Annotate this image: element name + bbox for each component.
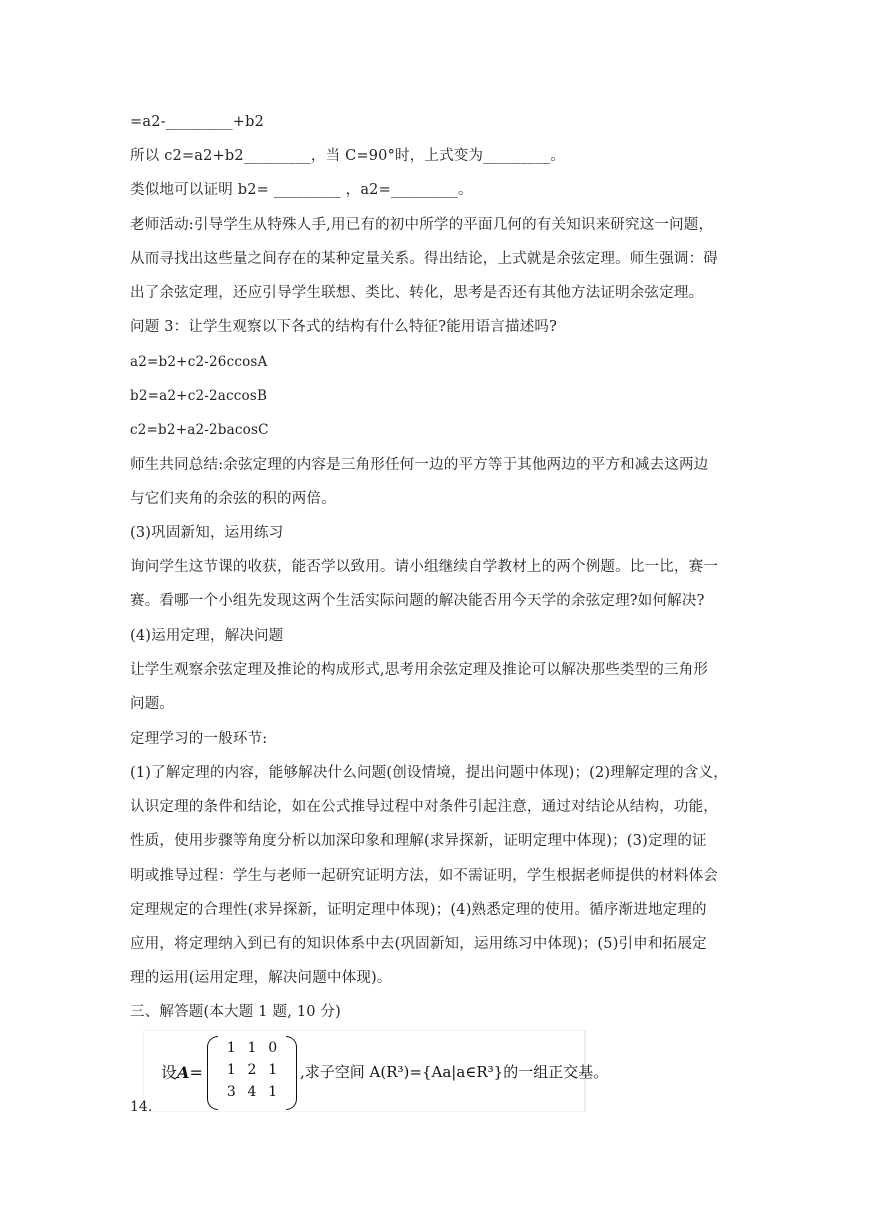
matrix-cell: 1 [247,1040,257,1056]
formula-line-c2: c2=b2+a2-2bacosC [130,422,269,438]
text-line-18: 问题。 [130,696,175,712]
text-line-2: 所以 c2=a2+b2_________，当 C=90°时，上式变为_________。 [130,148,565,164]
matrix-cell: 1 [268,1084,278,1100]
text-line-12: 与它们夹角的余弦的积的两倍。 [130,491,336,507]
problem-number: 14. [130,1099,153,1115]
problem-suffix: ,求子空间 A(R³)={Aa|a∈R³}的一组正交基。 [300,1063,609,1081]
text-line-1: =a2-_________+b2 [130,114,265,130]
formula-line-b2: b2=a2+c2-2accosB [130,388,268,404]
matrix-cell: 2 [247,1062,257,1078]
section-heading-4: (4)运用定理，解决问题 [130,628,284,644]
matrix-a [207,1036,297,1108]
matrix-cell: 4 [247,1084,257,1100]
matrix-cell: 3 [226,1084,236,1100]
section-heading-3: (3)巩固新知，运用练习 [130,525,284,541]
text-line-21: 认识定理的条件和结论，如在公式推导过程中对条件引起注意，通过对结论从结构，功能， [130,799,718,815]
equals-sign: = [189,1063,203,1082]
matrix-cell: 0 [268,1040,278,1056]
text-line-11: 师生共同总结:余弦定理的内容是三角形任何一边的平方等于其他两边的平方和减去这两边 [130,457,709,473]
text-line-20: (1)了解定理的内容，能够解决什么问题(创设情境，提出问题中体现)；(2)理解定理的含义， [130,765,728,781]
text-line-6: 出了余弦定理，还应引导学生联想、类比、转化，思考是否还有其他方法证明余弦定理。 [130,285,704,301]
text-line-14: 询问学生这节课的收获，能否学以致用。请小组继续自学教材上的两个例题。比一比，赛一 [130,559,718,575]
problem-prefix-text: 设 [161,1063,178,1082]
text-line-25: 应用，将定理纳入到已有的知识体系中去(巩固新知，运用练习中体现)；(5)引申和拓展定 [130,936,707,952]
matrix-right-paren [286,1036,297,1110]
text-line-17: 让学生观察余弦定理及推论的构成形式,思考用余弦定理及推论可以解决那些类型的三角形 [130,662,709,678]
matrix-cell: 1 [268,1062,278,1078]
matrix-cell: 1 [226,1062,236,1078]
text-line-26: 理的运用(运用定理，解决问题中体现)。 [130,970,392,986]
problem-14-image [143,1030,609,1112]
formula-line-a2: a2=b2+c2-26ccosA [130,354,268,370]
text-line-5: 从而寻找出这些量之间存在的某种定量关系。得出结论，上式就是余弦定理。师生强调：碍 [130,251,718,267]
text-line-4: 老师活动:引导学生从特殊人手,用已有的初中所学的平面几何的有关知识来研究这一问题， [130,217,714,233]
matrix-cell: 1 [226,1040,236,1056]
text-line-23: 明或推导过程：学生与老师一起研究证明方法，如不需证明，学生根据老师提供的材料体会 [130,868,718,884]
problem-prefix [161,1060,203,1083]
text-line-22: 性质，使用步骤等角度分析以加深印象和理解(求异探新，证明定理中体现)；(3)定理的证 [130,833,707,849]
text-line-3: 类似地可以证明 b2= _________ ，a2=_________。 [130,182,473,198]
text-line-7: 问题 3：让学生观察以下各式的结构有什么特征?能用语言描述吗? [130,319,558,335]
text-line-19: 定理学习的一般环节: [130,731,268,747]
text-line-15: 赛。看哪一个小组先发现这两个生活实际问题的解决能否用今天学的余弦定理?如何解决? [130,593,705,609]
section-heading-answers: 三、解答题(本大题 1 题, 10 分) [130,1004,342,1020]
matrix-entries [221,1040,283,1100]
matrix-left-paren [207,1036,218,1110]
text-line-24: 定理规定的合理性(求异探新，证明定理中体现)；(4)熟悉定理的使用。循序渐进地定理的 [130,902,707,918]
matrix-symbol: A [177,1063,190,1082]
